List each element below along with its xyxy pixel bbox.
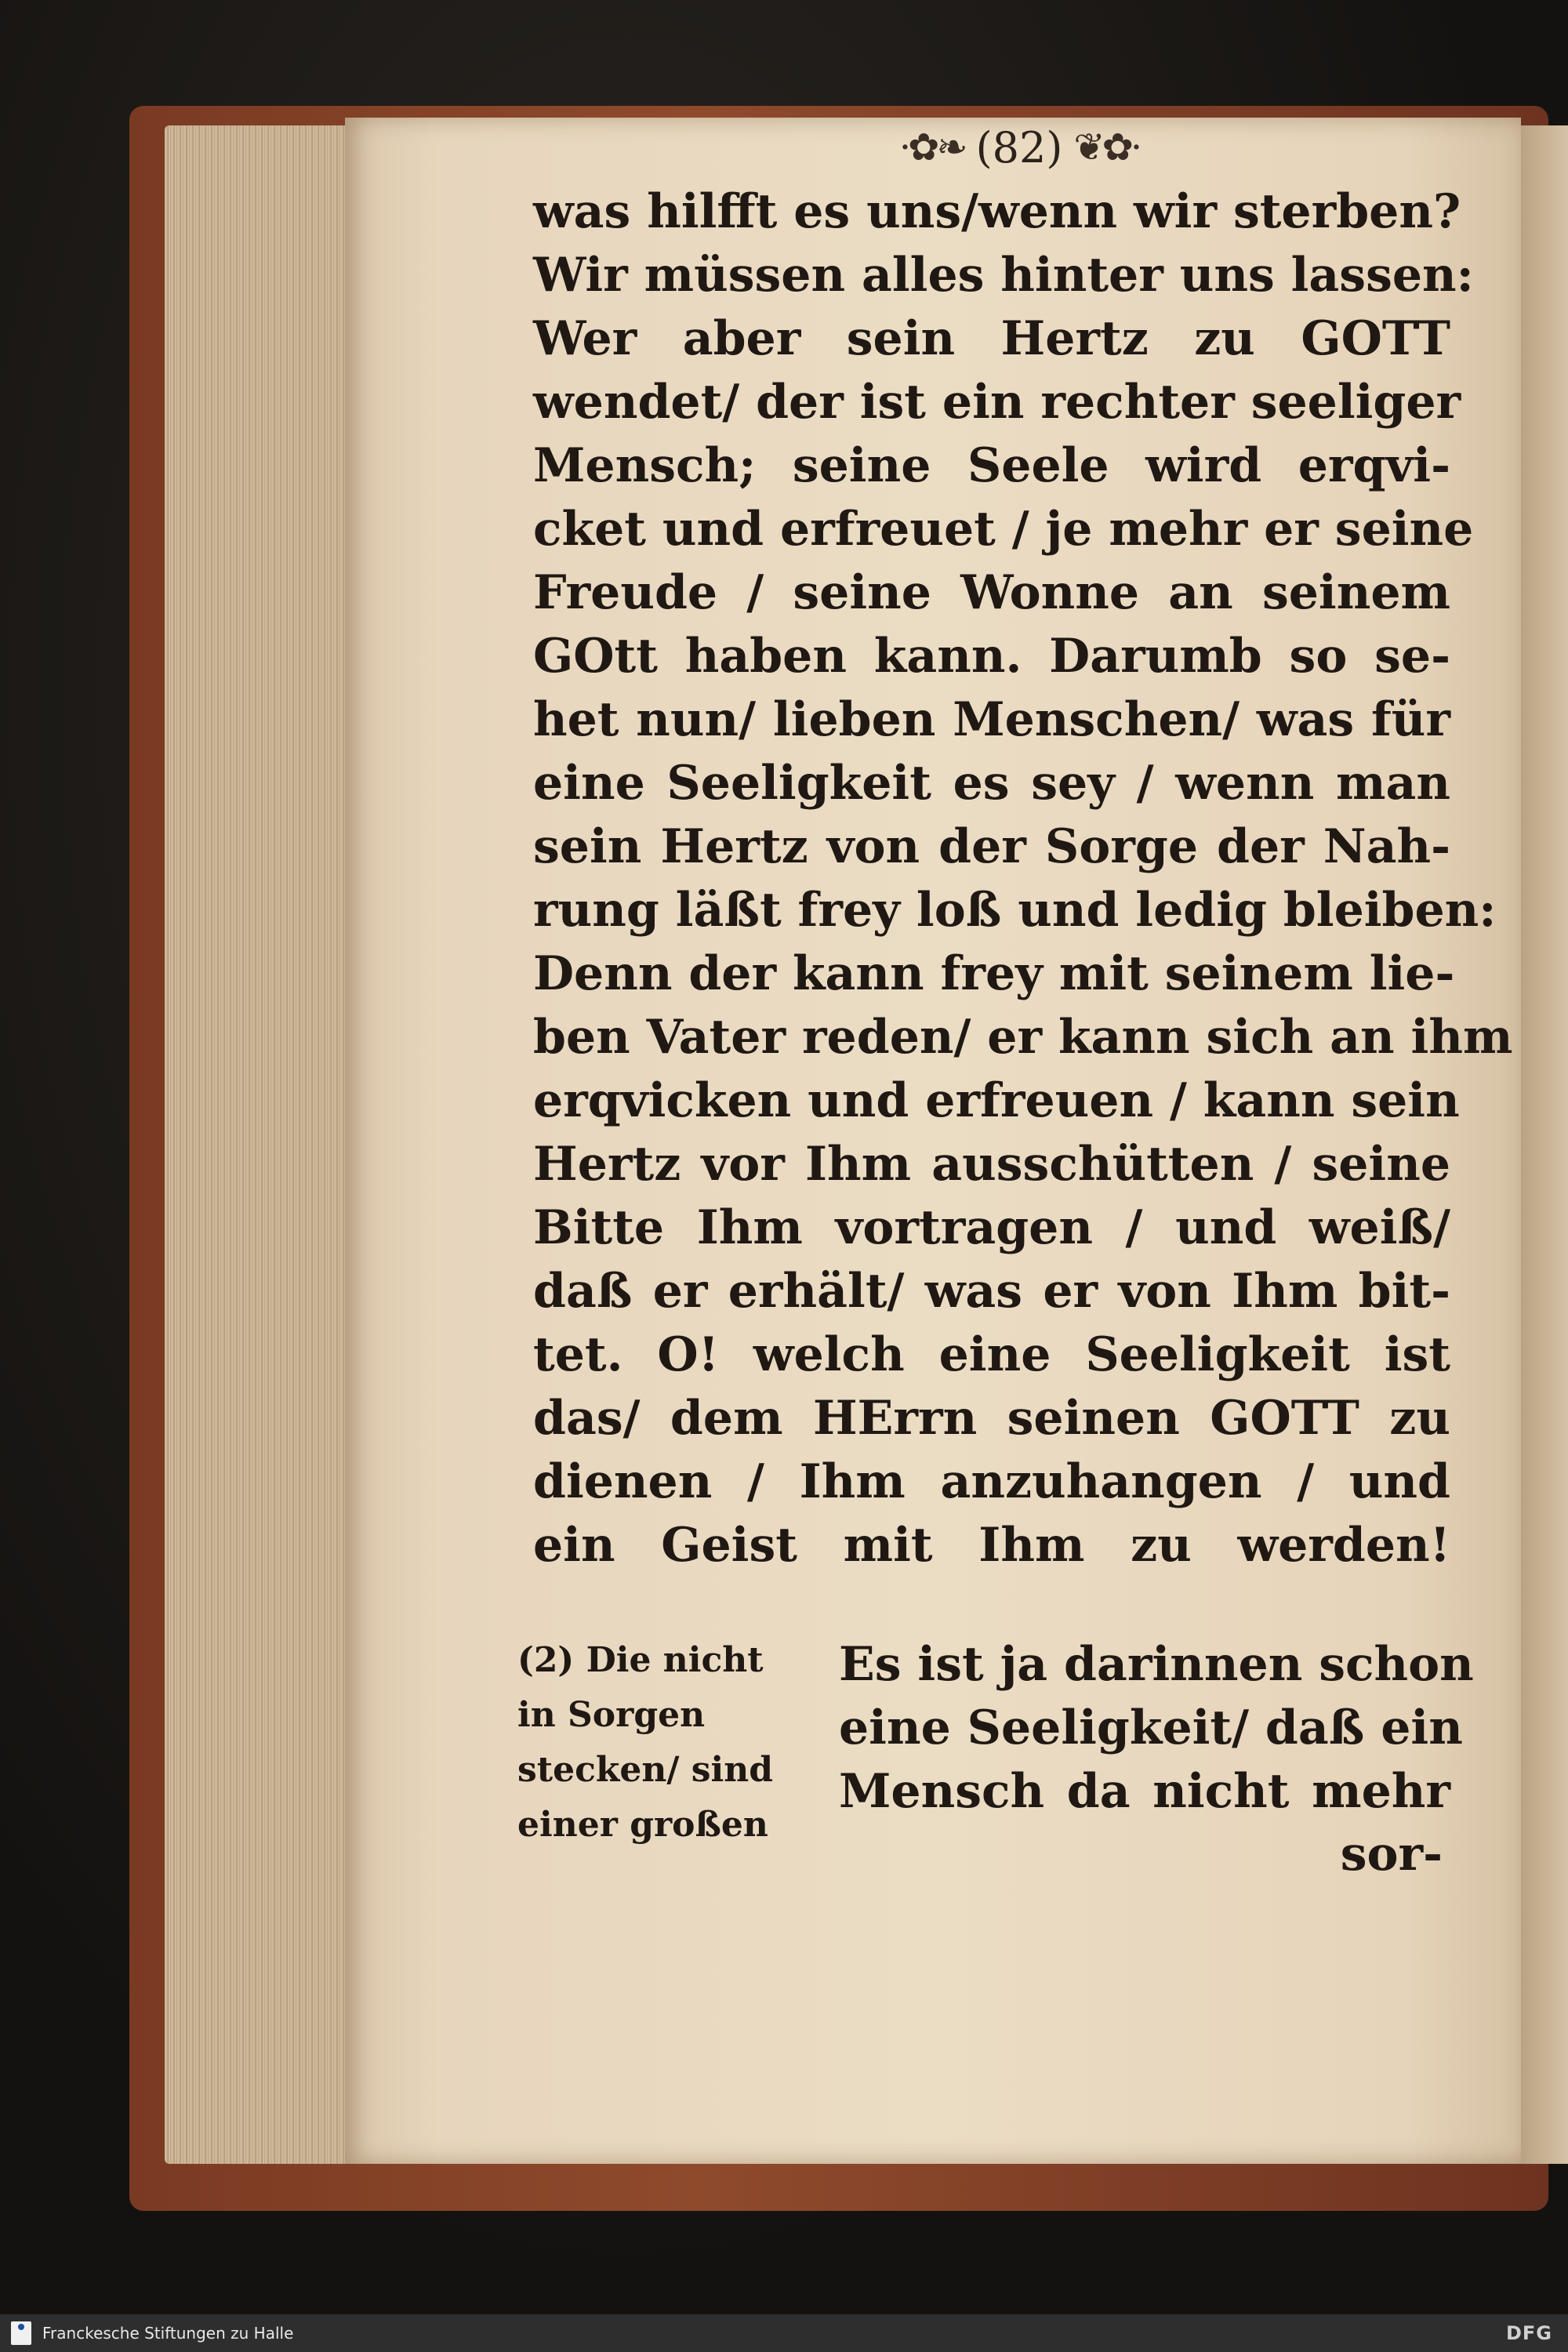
side-text <box>839 1633 1474 1824</box>
text-line: Mensch; seine Seele wird erqvi- <box>533 438 1450 493</box>
footer-institution[interactable] <box>11 2321 293 2345</box>
institution-name: Franckesche Stiftungen zu Halle <box>42 2324 294 2343</box>
text-line: erqvicken und erfreuen / kann sein <box>533 1073 1460 1128</box>
text-line: Wir müssen alles hinter uns lassen: <box>533 248 1474 303</box>
margin-note-line: stecken/ sind <box>517 1750 773 1790</box>
text-line: Es ist ja darinnen schon <box>839 1637 1474 1692</box>
dfg-logo[interactable]: DFG <box>1505 2322 1552 2344</box>
margin-note <box>517 1633 808 1853</box>
text-line: was hilfft es uns/wenn wir sterben? <box>533 184 1461 239</box>
ornament-left-icon: ·✿❧ <box>898 125 965 169</box>
text-line: Hertz vor Ihm ausschütten / seine <box>533 1137 1450 1192</box>
text-line: Bitte Ihm vortragen / und weiß/ <box>533 1200 1450 1255</box>
text-line: Denn der kann frey mit seinem lie- <box>533 946 1455 1001</box>
text-line: ben Vater reden/ er kann sich an ihm <box>533 1010 1513 1065</box>
text-line: GOtt haben kann. Darumb so se- <box>533 629 1450 684</box>
ornament-right-icon: ❦✿· <box>1073 125 1140 169</box>
page-number: (82) <box>975 122 1063 172</box>
text-line: rung läßt frey loß und ledig bleiben: <box>533 883 1497 938</box>
text-line: sein Hertz von der Sorge der Nah- <box>533 819 1450 874</box>
margin-note-line: (2) Die nicht <box>517 1640 764 1680</box>
text-line: daß er erhält/ was er von Ihm bit- <box>533 1264 1450 1319</box>
text-line: het nun/ lieben Menschen/ was für <box>533 692 1450 747</box>
text-line: dienen / Ihm anzuhangen / und <box>533 1454 1450 1509</box>
body-text <box>533 180 1513 1577</box>
institution-logo-icon <box>11 2321 31 2345</box>
text-line: wendet/ der ist ein rechter seeliger <box>533 375 1461 430</box>
margin-note-line: einer großen <box>517 1805 768 1845</box>
page-edges <box>165 125 361 2164</box>
text-line: eine Seeligkeit/ daß ein <box>839 1700 1463 1755</box>
catchword: sor- <box>1340 1827 1443 1882</box>
text-line: das/ dem HErrn seinen GOTT zu <box>533 1391 1450 1446</box>
text-line: Wer aber sein Hertz zu GOTT <box>533 311 1450 366</box>
text-line: tet. O! welch eine Seeligkeit ist <box>533 1327 1450 1382</box>
text-line: eine Seeligkeit es sey / wenn man <box>533 756 1450 811</box>
text-line: ein Geist mit Ihm zu werden! <box>533 1518 1450 1573</box>
facing-page-edge <box>1521 125 1568 2164</box>
text-line: Freude / seine Wonne an seinem <box>533 565 1450 620</box>
text-line: cket und erfreuet / je mehr er seine <box>533 502 1474 557</box>
page-header <box>815 116 1223 179</box>
viewer-footer <box>0 2314 1568 2352</box>
text-line: Mensch da nicht mehr <box>839 1764 1450 1819</box>
margin-note-line: in Sorgen <box>517 1695 706 1735</box>
